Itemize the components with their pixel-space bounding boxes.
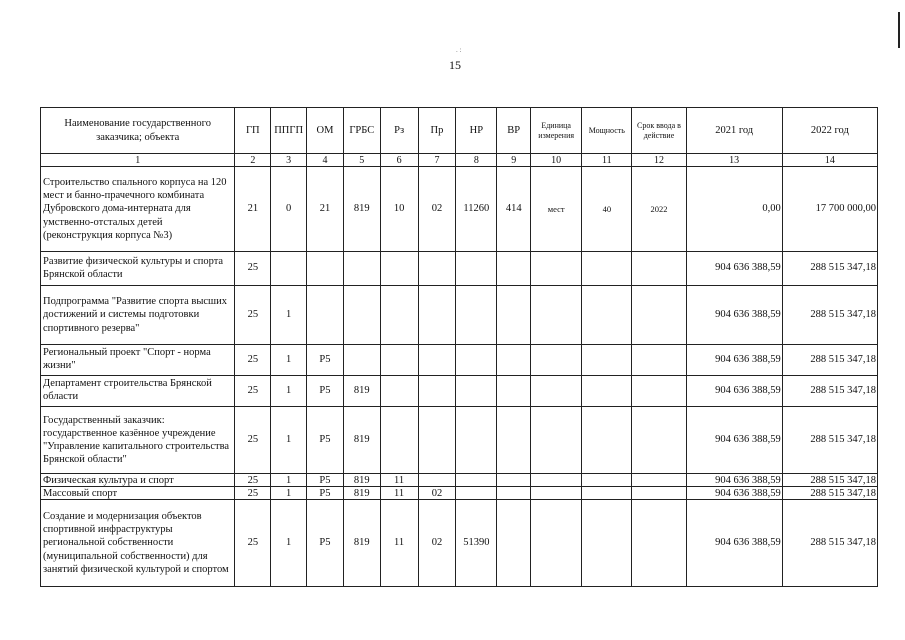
column-number: 3 [271, 154, 307, 167]
header-unit: Единица измерения [531, 108, 582, 154]
cell-grbs: 819 [343, 167, 380, 252]
cell-amount-2021: 904 636 388,59 [686, 376, 782, 407]
table-row [41, 376, 878, 407]
cell-unit [531, 252, 582, 286]
cell-vr [497, 345, 531, 376]
cell-amount-2022: 288 515 347,18 [782, 376, 877, 407]
cell-rz [380, 345, 418, 376]
header-2021: 2021 год [686, 108, 782, 154]
cell-nr: 51390 [456, 500, 497, 587]
cell-pr [418, 407, 456, 474]
cell-om: P5 [307, 345, 344, 376]
table-row [41, 286, 878, 345]
cell-commissioning: 2022 [632, 167, 686, 252]
cell-commissioning [632, 407, 686, 474]
cell-amount-2021: 0,00 [686, 167, 782, 252]
cell-name: Государственный заказчик: государственное казённое учреждение "Управление капитального строительства Брянской области" [41, 407, 235, 474]
cell-om: P5 [307, 474, 344, 487]
cell-gp: 21 [235, 167, 271, 252]
cell-rz [380, 407, 418, 474]
cell-rz [380, 376, 418, 407]
cell-vr [497, 407, 531, 474]
cell-rz: 11 [380, 474, 418, 487]
column-number: 9 [497, 154, 531, 167]
cell-vr [497, 376, 531, 407]
cell-ppgp: 1 [271, 500, 307, 587]
column-number: 14 [782, 154, 877, 167]
cell-nr: 11260 [456, 167, 497, 252]
cell-capacity: 40 [582, 167, 632, 252]
cell-grbs: 819 [343, 474, 380, 487]
cell-unit [531, 500, 582, 587]
header-grbs: ГРБС [343, 108, 380, 154]
cell-commissioning [632, 376, 686, 407]
table-row [41, 474, 878, 487]
cell-commissioning [632, 500, 686, 587]
cell-capacity [582, 252, 632, 286]
cell-unit [531, 286, 582, 345]
header-name: Наименование государственного заказчика; объекта [41, 108, 235, 154]
cell-gp: 25 [235, 407, 271, 474]
cell-rz: 11 [380, 487, 418, 500]
cell-commissioning [632, 474, 686, 487]
header-om: ОМ [307, 108, 344, 154]
cell-unit [531, 407, 582, 474]
header-row [41, 108, 878, 154]
cell-pr [418, 376, 456, 407]
header-gp: ГП [235, 108, 271, 154]
table-row [41, 345, 878, 376]
budget-table [40, 107, 878, 587]
cell-unit [531, 345, 582, 376]
cell-vr: 414 [497, 167, 531, 252]
cell-grbs [343, 286, 380, 345]
header-rz: Рз [380, 108, 418, 154]
cell-gp: 25 [235, 474, 271, 487]
cell-gp: 25 [235, 252, 271, 286]
cell-name: Региональный проект "Спорт - норма жизни" [41, 345, 235, 376]
cell-vr [497, 500, 531, 587]
cell-amount-2021: 904 636 388,59 [686, 407, 782, 474]
cell-capacity [582, 474, 632, 487]
cell-name: Физическая культура и спорт [41, 474, 235, 487]
table-row [41, 252, 878, 286]
cell-unit [531, 474, 582, 487]
header-nr: НР [456, 108, 497, 154]
cell-nr [456, 286, 497, 345]
cell-grbs: 819 [343, 500, 380, 587]
cell-nr [456, 474, 497, 487]
cell-om: P5 [307, 487, 344, 500]
cell-unit: мест [531, 167, 582, 252]
cell-pr: 02 [418, 487, 456, 500]
header-vr: ВР [497, 108, 531, 154]
cell-amount-2021: 904 636 388,59 [686, 487, 782, 500]
cell-om [307, 286, 344, 345]
cell-name: Массовый спорт [41, 487, 235, 500]
cell-pr: 02 [418, 500, 456, 587]
cell-nr [456, 345, 497, 376]
page-number: 15 [449, 58, 461, 72]
cell-ppgp: 1 [271, 345, 307, 376]
column-number: 10 [531, 154, 582, 167]
cell-rz [380, 286, 418, 345]
cell-pr [418, 252, 456, 286]
cell-commissioning [632, 487, 686, 500]
cell-amount-2021: 904 636 388,59 [686, 500, 782, 587]
cell-capacity [582, 500, 632, 587]
cell-name: Строительство спального корпуса на 120 мест и банно-прачечного комбината Дубровского дома-интерната для умственно-отсталых детей (реконструкция корпуса №3) [41, 167, 235, 252]
cell-ppgp [271, 252, 307, 286]
cell-name: Подпрограмма "Развитие спорта высших достижений и системы подготовки спортивного резерва" [41, 286, 235, 345]
header-pr: Пр [418, 108, 456, 154]
cell-unit [531, 376, 582, 407]
cell-ppgp: 1 [271, 286, 307, 345]
column-number: 7 [418, 154, 456, 167]
column-number: 8 [456, 154, 497, 167]
column-number: 12 [632, 154, 686, 167]
cell-ppgp: 1 [271, 487, 307, 500]
table-row [41, 407, 878, 474]
cell-grbs [343, 252, 380, 286]
cell-name: Департамент строительства Брянской области [41, 376, 235, 407]
cell-vr [497, 474, 531, 487]
cell-om: 21 [307, 167, 344, 252]
cell-amount-2022: 288 515 347,18 [782, 500, 877, 587]
cell-amount-2022: 288 515 347,18 [782, 487, 877, 500]
cell-om: P5 [307, 407, 344, 474]
cell-grbs: 819 [343, 376, 380, 407]
table-row [41, 167, 878, 252]
cell-capacity [582, 286, 632, 345]
cell-name: Развитие физической культуры и спорта Брянской области [41, 252, 235, 286]
column-number: 2 [235, 154, 271, 167]
cell-name: Создание и модернизация объектов спортивной инфраструктуры региональной собственности (муниципальной собственности) для занятий физической культурой и спортом [41, 500, 235, 587]
cell-rz: 11 [380, 500, 418, 587]
cell-vr [497, 252, 531, 286]
cell-om [307, 252, 344, 286]
table-body [41, 167, 878, 587]
cell-vr [497, 487, 531, 500]
column-number: 5 [343, 154, 380, 167]
cell-pr: 02 [418, 167, 456, 252]
column-number: 11 [582, 154, 632, 167]
header-2022: 2022 год [782, 108, 877, 154]
cell-amount-2021: 904 636 388,59 [686, 345, 782, 376]
cell-gp: 25 [235, 487, 271, 500]
cell-amount-2022: 288 515 347,18 [782, 407, 877, 474]
cell-commissioning [632, 345, 686, 376]
cell-capacity [582, 376, 632, 407]
page-mark: . : [456, 46, 462, 54]
cell-ppgp: 0 [271, 167, 307, 252]
cell-unit [531, 487, 582, 500]
cell-nr [456, 407, 497, 474]
table-row [41, 487, 878, 500]
cell-amount-2022: 288 515 347,18 [782, 252, 877, 286]
cell-pr [418, 474, 456, 487]
cell-gp: 25 [235, 376, 271, 407]
cell-grbs: 819 [343, 487, 380, 500]
cell-commissioning [632, 286, 686, 345]
column-number: 1 [41, 154, 235, 167]
cell-amount-2021: 904 636 388,59 [686, 474, 782, 487]
cell-amount-2022: 17 700 000,00 [782, 167, 877, 252]
column-number: 4 [307, 154, 344, 167]
header-ppgp: ППГП [271, 108, 307, 154]
cell-capacity [582, 407, 632, 474]
cell-amount-2021: 904 636 388,59 [686, 252, 782, 286]
cell-vr [497, 286, 531, 345]
cell-amount-2022: 288 515 347,18 [782, 474, 877, 487]
cell-rz [380, 252, 418, 286]
cell-ppgp: 1 [271, 376, 307, 407]
cell-capacity [582, 487, 632, 500]
cell-grbs [343, 345, 380, 376]
cell-nr [456, 376, 497, 407]
table-row [41, 500, 878, 587]
cell-om: P5 [307, 376, 344, 407]
cell-grbs: 819 [343, 407, 380, 474]
column-number: 13 [686, 154, 782, 167]
cell-commissioning [632, 252, 686, 286]
cell-gp: 25 [235, 500, 271, 587]
cell-nr [456, 252, 497, 286]
header-capacity: Мощность [582, 108, 632, 154]
cell-ppgp: 1 [271, 474, 307, 487]
cell-capacity [582, 345, 632, 376]
header-commissioning: Срок ввода в действие [632, 108, 686, 154]
cell-amount-2022: 288 515 347,18 [782, 345, 877, 376]
scan-edge-line [898, 12, 900, 48]
cell-om: P5 [307, 500, 344, 587]
cell-nr [456, 487, 497, 500]
cell-gp: 25 [235, 345, 271, 376]
column-number: 6 [380, 154, 418, 167]
cell-rz: 10 [380, 167, 418, 252]
cell-pr [418, 286, 456, 345]
column-number-row [41, 154, 878, 167]
cell-gp: 25 [235, 286, 271, 345]
cell-amount-2022: 288 515 347,18 [782, 286, 877, 345]
cell-pr [418, 345, 456, 376]
cell-ppgp: 1 [271, 407, 307, 474]
cell-amount-2021: 904 636 388,59 [686, 286, 782, 345]
